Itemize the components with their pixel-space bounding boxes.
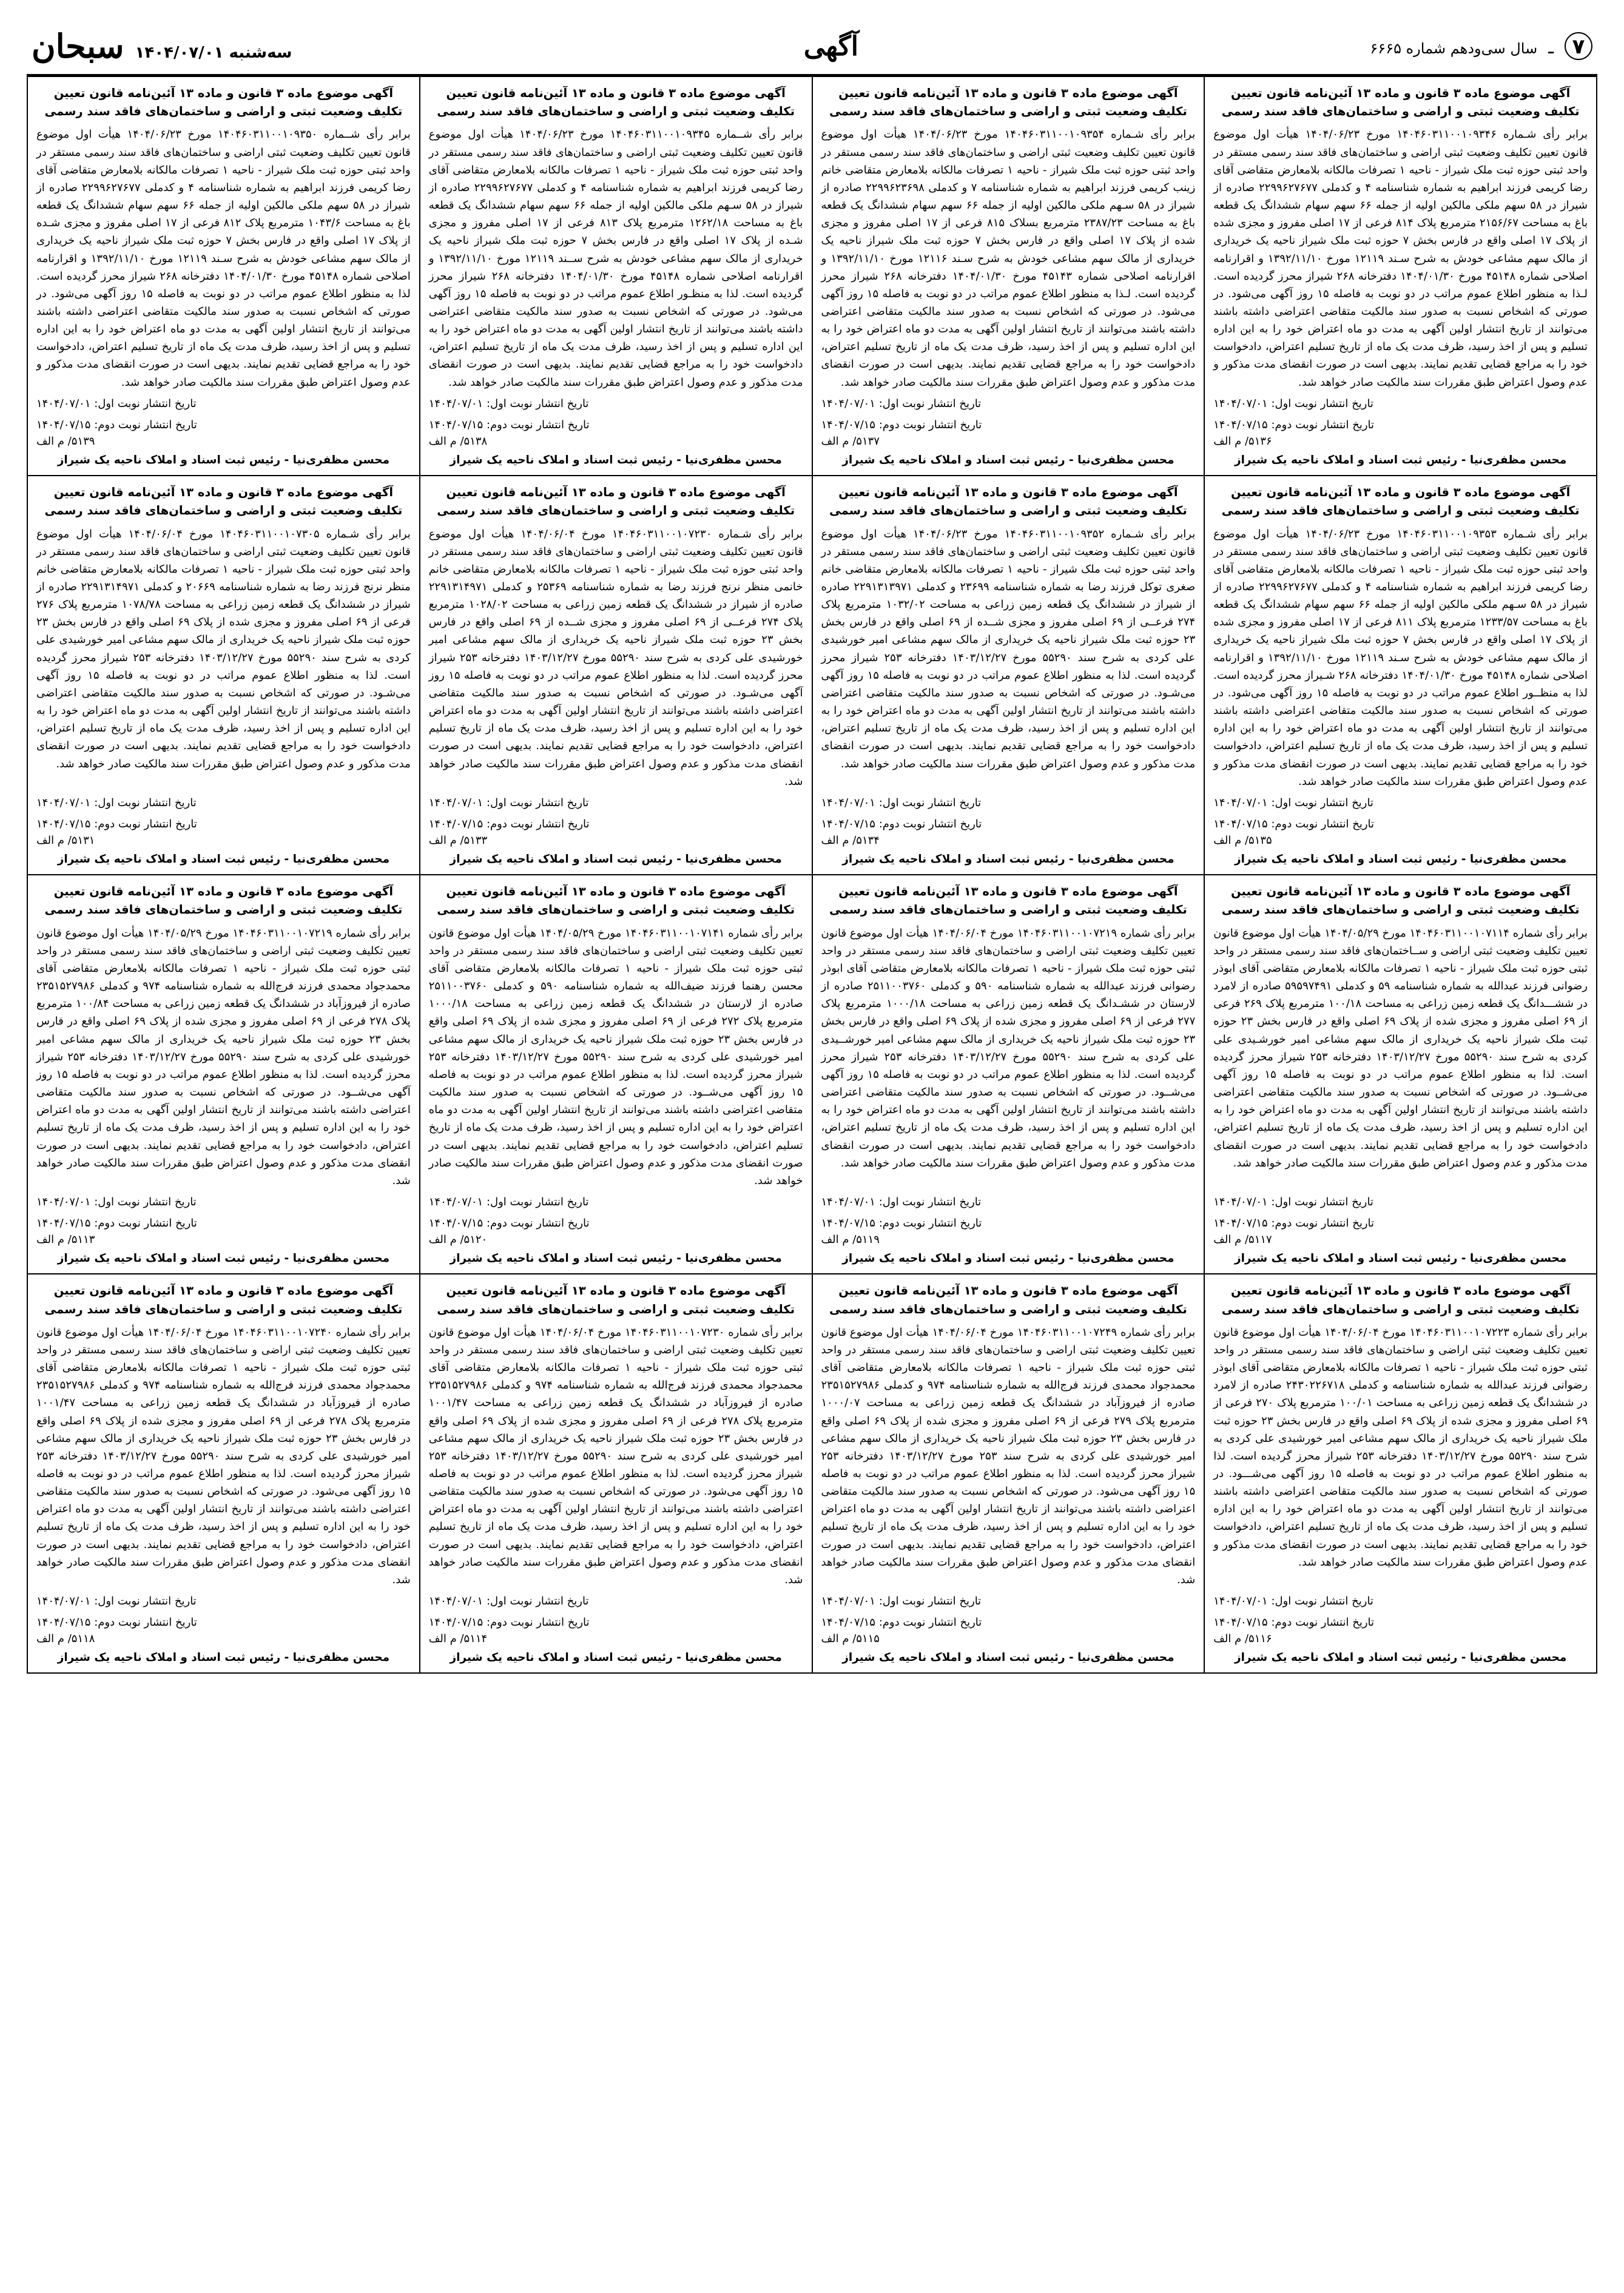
notice-signature: محسن مظفری‌نیا - رئیس ثبت اسناد و املاک ناحیه یک شیراز xyxy=(1234,454,1567,467)
notice-cell xyxy=(1204,875,1596,1274)
notice-cell xyxy=(419,77,812,476)
masthead-right xyxy=(32,27,292,66)
notice-date-second: تاریخ انتشار نوبت دوم: ۱۴۰۴/۰۷/۱۵ xyxy=(1213,418,1375,431)
notice-date-second: تاریخ انتشار نوبت دوم: ۱۴۰۴/۰۷/۱۵ xyxy=(428,418,590,431)
notice-signature: محسن مظفری‌نیا - رئیس ثبت اسناد و املاک ناحیه یک شیراز xyxy=(1234,1252,1567,1265)
notice-date-second: تاریخ انتشار نوبت دوم: ۱۴۰۴/۰۷/۱۵ xyxy=(821,1217,982,1230)
masthead-dash: ـ xyxy=(1548,37,1554,58)
notice-title: آگهی موضوع ماده ۳ قانون و ماده ۱۳ آئین‌نامه قانون تعیین تکلیف وضعیت ثبتی و اراضی و ساختمان‌های فاقد سند رسمی xyxy=(437,884,795,917)
notice-date-second: تاریخ انتشار نوبت دوم: ۱۴۰۴/۰۷/۱۵ xyxy=(428,818,590,831)
notice-date-first: تاریخ انتشار نوبت اول: ۱۴۰۴/۰۷/۰۱ xyxy=(428,796,589,809)
notice-code: ۵۱۱۸/ م الف xyxy=(36,1632,95,1646)
masthead xyxy=(27,23,1597,73)
notice-body: برابر رأی شماره ۱۴۰۴۶۰۳۱۱۰۰۱۰۷۲۳۰ مورخ ۱۴۰۴/۰۶/۰۴ هیأت اول موضوع قانون تعیین تکلیف وضعیت ثبتی اراضی و ساختمان‌های فاقد سند رسمی مستقر در واحد ثبتی حوزه ثبت ملک شیراز - ناحیه ۱ تصرفات مالکانه بلامعارض متقاضی آقای محمدجواد محمدی فرزند فرج‌الله به شماره شناسنامه ۹۷۴ و کدملی ۲۳۵۱۵۲۷۹۸۶ صادره از فیروزآباد در ششدانگ یک قطعه زمین زراعی به مساحت ۱۰۰۱/۴۷ مترمربع پلاک ۲۷۸ فرعی از ۶۹ اصلی مفروز و مجزی شده از پلاک ۶۹ اصلی واقع در فارس بخش ۲۳ حوزه ثبت ملک شیراز ناحیه یک خریداری از مالک سهم مشاعی امیر خورشیدی علی کردی به شرح سند ۵۵۲۹۰ مورخ ۱۴۰۳/۱۲/۲۷ دفترخانه ۲۵۳ شیراز محرز گردیده است. لذا به منظور اطلاع عموم مراتب در دو نوبت به فاصله ۱۵ روز آگهی می‌شود. در صورتی که اشخاص نسبت به صدور سند مالکیت متقاضی اعتراضی داشته باشند می‌توانند از تاریخ انتشار اولین آگهی به مدت دو ماه اعتراض خود را به این اداره تسلیم و پس از اخذ رسید، ظرف مدت یک ماه از تاریخ تسلیم اعتراض، دادخواست خود را به مراجع قضایی تقدیم نمایند. بدیهی است در صورت انقضای مدت مذکور و عدم وصول اعتراض طبق مقررات سند مالکیت صادر خواهد شد. xyxy=(428,1325,803,1586)
notice-signature: محسن مظفری‌نیا - رئیس ثبت اسناد و املاک ناحیه یک شیراز xyxy=(57,454,390,467)
section-logo: آگهی xyxy=(803,30,858,62)
notice-date-second: تاریخ انتشار نوبت دوم: ۱۴۰۴/۰۷/۱۵ xyxy=(1213,1217,1375,1230)
notice-body: برابر رأی شماره ۱۴۰۴۶۰۳۱۱۰۰۱۰۷۲۴۹ مورخ ۱۴۰۴/۰۶/۰۴ هیأت اول موضوع قانون تعیین تکلیف وضعیت ثبتی اراضی و ساختمان‌های فاقد سند رسمی مستقر در واحد ثبتی حوزه ثبت ملک شیراز - ناحیه ۱ تصرفات مالکانه بلامعارض متقاضی آقای محمدجواد محمدی فرزند فرج‌الله به شماره شناسنامه ۹۷۴ و کدملی ۲۳۵۱۵۲۷۹۸۶ صادره از فیروزآباد در ششدانگ یک قطعه زمین زراعی به مساحت ۱۰۰۰/۰۷ مترمربع پلاک ۲۷۹ فرعی از ۶۹ اصلی مفروز و مجزی شده از پلاک ۶۹ اصلی واقع در فارس بخش ۲۳ حوزه ثبت ملک شیراز ناحیه یک خریداری از مالک سهم مشاعی امیر خورشیدی علی کردی به شرح سند ۲۵۳ مورخ ۱۴۰۳/۱۲/۲۷ دفترخانه ۲۵۳ شیراز محرز گردیده است. لذا به منظور اطلاع عموم مراتب در دو نوبت به فاصله ۱۵ روز آگهی می‌شود. در صورتی که اشخاص نسبت به صدور سند مالکیت متقاضی اعتراضی داشته باشند می‌توانند از تاریخ انتشار اولین آگهی به مدت دو ماه اعتراض خود را به این اداره تسلیم و پس از اخذ رسید، ظرف مدت یک ماه از تاریخ تسلیم اعتراض، دادخواست خود را به مراجع قضایی تقدیم نمایند. بدیهی است در صورت انقضای مدت مذکور و عدم وصول اعتراض طبق مقررات سند مالکیت صادر خواهد شد. xyxy=(821,1325,1196,1586)
notice-date-second: تاریخ انتشار نوبت دوم: ۱۴۰۴/۰۷/۱۵ xyxy=(36,1217,197,1230)
notice-date-first: تاریخ انتشار نوبت اول: ۱۴۰۴/۰۷/۰۱ xyxy=(1213,1595,1373,1608)
notice-cell xyxy=(419,1274,812,1674)
notice-cell xyxy=(1204,476,1596,875)
notice-cell xyxy=(812,77,1204,476)
notice-code: ۵۱۳۵/ م الف xyxy=(1213,834,1272,847)
notice-code: ۵۱۳۶/ م الف xyxy=(1213,435,1272,448)
notice-body: برابر رأی شماره ۱۴۰۴۶۰۳۱۱۰۰۱۰۷۲۴۰ مورخ ۱۴۰۴/۰۶/۰۴ هیأت اول موضوع قانون تعیین تکلیف وضعیت ثبتی اراضی و ساختمان‌های فاقد سند رسمی مستقر در واحد ثبتی حوزه ثبت ملک شیراز - ناحیه ۱ تصرفات مالکانه بلامعارض متقاضی آقای محمدجواد محمدی فرزند فرج‌الله به شماره شناسنامه ۹۷۴ و کدملی ۲۳۵۱۵۲۷۹۸۶ صادره از فیروزآباد در ششدانگ یک قطعه زمین زراعی به مساحت ۱۰۰۱/۴۷ مترمربع پلاک ۲۷۸ فرعی از ۶۹ اصلی مفروز و مجزی شده از پلاک ۶۹ اصلی واقع در فارس بخش ۲۳ حوزه ثبت ملک شیراز ناحیه یک خریداری از مالک سهم مشاعی امیر خورشیدی علی کردی به شرح سند ۵۵۲۹۰ مورخ ۱۴۰۳/۱۲/۲۷ دفترخانه ۲۵۳ شیراز محرز گردیده است. لذا به منظور اطلاع عموم مراتب در دو نوبت به فاصله ۱۵ روز آگهی می‌شود. در صورتی که اشخاص نسبت به صدور سند مالکیت متقاضی اعتراضی داشته باشند می‌توانند از تاریخ انتشار اولین آگهی به مدت دو ماه اعتراض خود را به این اداره تسلیم و پس از اخذ رسید، ظرف مدت یک ماه از تاریخ تسلیم اعتراض، دادخواست خود را به مراجع قضایی تقدیم نمایند. بدیهی است در صورت انقضای مدت مذکور و عدم وصول اعتراض طبق مقررات سند مالکیت صادر خواهد شد. xyxy=(36,1325,411,1586)
notice-title: آگهی موضوع ماده ۳ قانون و ماده ۱۳ آئین‌نامه قانون تعیین تکلیف وضعیت ثبتی و اراضی و ساختمان‌های فاقد سند رسمی xyxy=(1221,485,1580,518)
notice-body: برابر رأی شماره ۱۴۰۴۶۰۳۱۱۰۰۱۰۷۱۴۱ مورخ ۱۴۰۴/۰۵/۲۹ هیأت اول موضوع قانون تعیین تکلیف وضعیت ثبتی اراضی و ساختمان‌های فاقد سند رسمی مستقر در واحد ثبتی حوزه ثبت ملک شیراز - ناحیه ۱ تصرفات مالکانه بلامعارض متقاضی آقای محسن رهنما فرزند ضیف‌الله به شماره شناسنامه ۵۹۰ و کدملی ۲۵۱۱۰۰۳۷۶۰ صادره از لارستان در ششدانگ یک قطعه زمین زراعی به مساحت ۱۰۰۰/۱۸ مترمربع پلاک ۲۷۲ فرعی از ۶۹ اصلی مفروز و مجزی شده از پلاک ۶۹ اصلی واقع در فارس بخش ۲۳ حوزه ثبت ملک شیراز ناحیه یک خریداری از مالک سهم مشاعی امیر خورشیدی علی کردی به شرح سند ۵۵۲۹۰ مورخ ۱۴۰۳/۱۲/۲۷ دفترخانه ۲۵۳ شیراز محرز گردیده است. لذا به منظور اطلاع عموم مراتب در دو نوبت به فاصله ۱۵ روز آگهی می‌شــود. در صورتی که اشخاص نسبت به صدور سند مالکیت متقاضی اعتراضی داشته باشند می‌توانند از تاریخ انتشار اولین آگهی به مدت دو ماه اعتراض خود را به این اداره تسلیم و پس از اخذ رسید، ظرف مدت یک ماه از تاریخ تسلیم اعتراض، دادخواست خود را به مراجع قضایی تقدیم نمایند. بدیهی است در صورت انقضای مدت مذکور و عدم وصول اعتراض طبق مقررات سند مالکیت صادر خواهد شد. xyxy=(428,926,803,1187)
notice-signature: محسن مظفری‌نیا - رئیس ثبت اسناد و املاک ناحیه یک شیراز xyxy=(450,454,782,467)
notice-signature: محسن مظفری‌نیا - رئیس ثبت اسناد و املاک ناحیه یک شیراز xyxy=(450,853,782,866)
notice-code: ۵۱۱۴/ م الف xyxy=(428,1632,488,1646)
notice-body: برابر رأی شـماره ۱۴۰۴۶۰۳۱۱۰۰۱۰۹۳۵۴ مورخ ۱۴۰۴/۰۶/۲۳ هیأت اول موضوع قانون تعیین تکلیف وضعیت ثبتی اراضی و ساختمان‌های فاقد سند رسمی مستقر در واحد ثبتی حوزه ثبت ملک شیراز - ناحیه ۱ تصرفات مالکانه بلامعارض متقاضی خانم زینب کریمی فرزند ابراهیم به شماره شناسنامه ۷ و کدملی ۲۲۹۹۶۲۳۶۹۸ صادره از شیراز در ۵۸ سـهم ملکی مالکین اولیه از جمله ۶۶ سهم سهام ششدانگ یک قطعه باغ به مساحت ۲۳۸۷/۲۳ مترمربع بسلاک ۸۱۵ فرعی از ۱۷ اصلی مفروز و مجزی شده از پلاک ۱۷ اصلی واقع در فارس بخش ۷ حوزه ثبت ملک شیراز ناحیه یک خریداری از مالک سهم مشاعی خودش به شرح سـند ۱۲۱۱۶ مورخ ۱۳۹۲/۱۱/۱۰ و اقرارنامه اصلاحی شماره ۴۵۱۴۳ مورخ ۱۴۰۴/۰۱/۳۰ دفترخانه ۲۶۸ شیراز محرز گردیده است. لـذا به منظور اطلاع عموم مراتب در دو نوبت به فاصله ۱۵ روز آگهی می‌شود. در صورتی که اشخاص نسبت به صدور سند مالکیت متقاضی اعتراضی داشته باشند می‌توانند از تاریخ انتشار اولین آگهی به مدت دو ماه اعتراض خود را به این اداره تسلیم و پس از اخذ رسید، ظرف مدت یک ماه از تاریخ تسلیم اعتراض، دادخواست خود را به مراجع قضایی تقدیم نمایند. بدیهی است در صورت انقضای مدت مذکور و عدم وصول اعتراض طبق مقررات سند مالکیت صادر خواهد شد. xyxy=(821,128,1196,389)
notice-signature: محسن مظفری‌نیا - رئیس ثبت اسناد و املاک ناحیه یک شیراز xyxy=(57,1651,390,1665)
notice-code: ۵۱۱۷/ م الف xyxy=(1213,1233,1272,1247)
notice-date-second: تاریخ انتشار نوبت دوم: ۱۴۰۴/۰۷/۱۵ xyxy=(36,1616,197,1629)
notice-date-first: تاریخ انتشار نوبت اول: ۱۴۰۴/۰۷/۰۱ xyxy=(821,796,982,809)
notice-title: آگهی موضوع ماده ۳ قانون و ماده ۱۳ آئین‌نامه قانون تعیین تکلیف وضعیت ثبتی و اراضی و ساختمان‌های فاقد سند رسمی xyxy=(829,86,1187,119)
notice-date-first: تاریخ انتشار نوبت اول: ۱۴۰۴/۰۷/۰۱ xyxy=(36,796,197,809)
notice-code: ۵۱۱۶/ م الف xyxy=(1213,1632,1272,1646)
notice-date-first: تاریخ انتشار نوبت اول: ۱۴۰۴/۰۷/۰۱ xyxy=(36,397,197,410)
notice-date-second: تاریخ انتشار نوبت دوم: ۱۴۰۴/۰۷/۱۵ xyxy=(428,1616,590,1629)
notice-code: ۵۱۳۴/ م الف xyxy=(821,834,880,847)
notice-signature: محسن مظفری‌نیا - رئیس ثبت اسناد و املاک ناحیه یک شیراز xyxy=(57,853,390,866)
notice-cell xyxy=(812,476,1204,875)
notice-date-second: تاریخ انتشار نوبت دوم: ۱۴۰۴/۰۷/۱۵ xyxy=(36,818,197,831)
issue-info: سال سی‌ودهم شماره ۶۶۶۵ xyxy=(1370,40,1538,57)
notice-body: برابر رأی شماره ۱۴۰۴۶۰۳۱۱۰۰۱۰۷۲۱۹ مورخ ۱۴۰۴/۰۵/۲۹ هیأت اول موضوع قانون تعیین تکلیف وضعیت ثبتی اراضی و ساختمان‌های فاقد سند رسمی مستقر در واحد ثبتی حوزه ثبت ملک شیراز - ناحیه ۱ تصرفات مالکانه بلامعارض متقاضی آقای محمدجواد محمدی فرزند فرج‌الله به شماره شناسنامه ۹۷۴ و کدملی ۲۳۵۱۵۲۷۹۸۶ صادره از فیروزآباد در ششدانگ یک قطعه زمین زراعی به مساحت ۱۰۰/۸۴ مترمربع پلاک ۲۷۸ فرعی از ۶۹ اصلی مفروز و مجزی شده از پلاک ۶۹ اصلی واقع در فارس بخش ۲۳ حوزه ثبت ملک شیراز ناحیه یک خریداری از مالک سهم مشاعی امیر خورشیدی علی کردی به شرح سند ۵۵۲۹۰ مورخ ۱۴۰۳/۱۲/۲۷ دفترخانه ۲۵۳ شیراز محرز گردیده است. لذا به منظور اطلاع عموم مراتب در دو نوبت به فاصله ۱۵ روز آگهی می‌شــود. در صورتی که اشخاص نسبت به صدور سند مالکیت متقاضی اعتراضی داشته باشند می‌توانند از تاریخ انتشار اولین آگهی به مدت دو ماه اعتراض خود را به این اداره تسلیم و پس از اخذ رسید، ظرف مدت یک ماه از تاریخ تسلیم اعتراض، دادخواست خود را به مراجع قضایی تقدیم نمایند. بدیهی است در صورت انقضای مدت مذکور و عدم وصول اعتراض طبق مقررات سند مالکیت صادر خواهد شد. xyxy=(36,926,411,1187)
notice-signature: محسن مظفری‌نیا - رئیس ثبت اسناد و املاک ناحیه یک شیراز xyxy=(450,1651,782,1665)
notice-date-first: تاریخ انتشار نوبت اول: ۱۴۰۴/۰۷/۰۱ xyxy=(36,1195,197,1208)
notice-date-second: تاریخ انتشار نوبت دوم: ۱۴۰۴/۰۷/۱۵ xyxy=(821,1616,982,1629)
notice-date-first: تاریخ انتشار نوبت اول: ۱۴۰۴/۰۷/۰۱ xyxy=(1213,397,1373,410)
notice-body: برابر رأی شماره ۱۴۰۴۶۰۳۱۱۰۰۱۰۷۲۱۹ مورخ ۱۴۰۴/۰۶/۰۴ هیأت اول موضوع قانون تعیین تکلیف وضعیت ثبتی اراضی و ساختمان‌های فاقد سند رسمی مستقر در واحد ثبتی حوزه ثبت ملک شیراز - ناحیه ۱ تصرفات مالکانه بلامعارض متقاضی آقای ابوذر رضوانی فرزند عبدالله به شماره شناسنامه ۵۹۰ و کدملی ۲۵۱۱۰۰۳۷۶۰ صادره از لارستان در ششـدانگ یک قطعه زمین زراعی به مساحت ۱۰۰۰/۱۸ مترمربع پلاک ۲۷۷ فرعی از ۶۹ اصلی مفروز و مجزی شده از پلاک ۶۹ اصلی واقع در فارس بخش ۲۳ حوزه ثبت ملک شیراز ناحیه یک خریداری از مالک سهم مشاعی امیر خورشــیدی علی کردی به شرح سند ۵۵۲۹۰ مورخ ۱۴۰۳/۱۲/۲۷ دفترخانه ۲۵۳ شیراز محرز گردیده است. لذا به منظور اطلاع عموم مراتب در دو نوبت به فاصله ۱۵ روز آگهی می‌شــود. در صورتی که اشخاص نسبت به صدور سند مالکیت متقاضی اعتراضی داشته باشند می‌توانند از تاریخ انتشار اولین آگهی به مدت دو ماه اعتراض خود را به این اداره تسلیم و پس از اخذ رسید، ظرف مدت یک ماه از تاریخ تسلیم اعتراض، دادخواست خود را به مراجع قضایی تقدیم نمایند. بدیهی است در صورت انقضای مدت مذکور و عدم وصول اعتراض طبق مقررات سند مالکیت صادر خواهد شد. xyxy=(821,926,1196,1170)
notice-date-second: تاریخ انتشار نوبت دوم: ۱۴۰۴/۰۷/۱۵ xyxy=(36,418,197,431)
notice-body: برابر رأی شـماره ۱۴۰۴۶۰۳۱۱۰۰۱۰۷۳۰۵ مورخ ۱۴۰۴/۰۶/۰۴ هیأت اول موضوع قانون تعیین تکلیف وضعیت ثبتی اراضی و ساختمان‌های فاقد سند رسمی مستقر در واحد ثبتی حوزه ثبت ملک شیراز - ناحیه ۱ تصرفات مالکانه بلامعارض متقاضی خانم منظر نرنج فرزند رضا به شماره شناسنامه ۲۰۶۶۹ و کدملی ۲۲۹۱۳۱۴۹۷۱ صادره از شیراز در ششدانگ یک قطعه زمین زراعی به مساحت ۱۰۷۸/۷۸ مترمربع پلاک ۲۷۶ فرعی از ۶۹ اصلی مفروز و مجزی شده از پلاک ۶۹ اصلی واقع در فارس بخش ۲۳ حوزه ثبت ملک شیراز ناحیه یک خریداری از مالک سهم مشاعی امیر خورشیدی علی کردی به شرح سند ۵۵۲۹۰ مورخ ۱۴۰۳/۱۲/۲۷ دفترخانه ۲۵۳ شیراز محرز گردیده است. لذا به منظور اطلاع عموم مراتب در دو نوبت به فاصله ۱۵ روز آگهی می‌شـود. در صورتی که اشخاص نسبت به صدور سند مالکیت متقاضی اعتراضی داشته باشند می‌توانند از تاریخ انتشار اولین آگهی به مدت دو ماه اعتراض خود را به این اداره تسلیم و پس از اخذ رسید، ظرف مدت یک ماه از تاریخ تسلیم اعتراض، دادخواست خود را به مراجع قضایی تقدیم نمایند. بدیهی است در صورت انقضای مدت مذکور و عدم وصول اعتراض طبق مقررات سند مالکیت صادر خواهد شد. xyxy=(36,527,411,770)
notice-title: آگهی موضوع ماده ۳ قانون و ماده ۱۳ آئین‌نامه قانون تعیین تکلیف وضعیت ثبتی و اراضی و ساختمان‌های فاقد سند رسمی xyxy=(44,884,403,917)
notice-cell xyxy=(1204,77,1596,476)
notice-date-first: تاریخ انتشار نوبت اول: ۱۴۰۴/۰۷/۰۱ xyxy=(1213,1195,1373,1208)
notice-code: ۵۱۱۹/ م الف xyxy=(821,1233,880,1247)
notice-body: برابر رأی شـماره ۱۴۰۴۶۰۳۱۱۰۰۱۰۹۳۵۳ مورخ ۱۴۰۴/۰۶/۲۳ هیأت اول موضوع قانون تعیین تکلیف وضعیت ثبتی اراضی و ساختمان‌های فاقد سند رسمی مستقر در واحد ثبتی حوزه ثبت ملک شیراز - ناحیه ۱ تصرفات مالکانه بلامعارض متقاضی آقای رضا کریمی فرزند ابراهیم به شماره شناسنامه ۴ و کدملی ۲۲۹۹۶۲۷۶۷۷ صادره از شیراز در ۵۸ سـهم ملکی مالکین اولیه از جمله ۶۶ سهم سهام ششدانگ یک قطعه باغ به مساحت ۱۲۳۳/۵۷ مترمربع پلاک ۸۱۱ فرعی از ۱۷ اصلی مفروز و مجزی شده از پلاک ۱۷ اصلی واقع در فارس بخش ۷ حوزه ثبت ملک شیراز ناحیه یک خریداری از مالک سهم مشاعی خودش به شرح سـند ۱۲۱۱۹ مورخ ۱۳۹۲/۱۱/۱۰ و اقرارنامه اصلاحی شماره ۴۵۱۴۸ مورخ ۱۴۰۴/۰۱/۳۰ دفترخانه ۲۶۸ شـیراز محرز گردیده است. لذا به منظــور اطلاع عموم مراتب در دو نوبت به فاصله ۱۵ روز آگهی می‌شود. در صورتی که اشخاص نسبت به صدور سند مالکیت متقاضی اعتراضی داشته باشند می‌توانند از تاریخ انتشار اولین آگهی به مدت دو ماه اعتراض خود را به این اداره تسلیم و پس از اخذ رسید، ظرف مدت یک ماه از تاریخ تسلیم اعتراض، دادخواست خود را به مراجع قضایی تقدیم نمایند. بدیهی است در صورت انقضای مدت مذکور و عدم وصول اعتراض طبق مقررات سند مالکیت صادر خواهد شد. xyxy=(1213,527,1588,788)
notice-title: آگهی موضوع ماده ۳ قانون و ماده ۱۳ آئین‌نامه قانون تعیین تکلیف وضعیت ثبتی و اراضی و ساختمان‌های فاقد سند رسمی xyxy=(829,485,1187,518)
notice-code: ۵۱۱۳/ م الف xyxy=(36,1233,95,1247)
notice-code: ۵۱۳۳/ م الف xyxy=(428,834,488,847)
notice-date-second: تاریخ انتشار نوبت دوم: ۱۴۰۴/۰۷/۱۵ xyxy=(821,818,982,831)
notice-code: ۵۱۳۷/ م الف xyxy=(821,435,880,448)
notice-code: ۵۱۳۱/ م الف xyxy=(36,834,95,847)
notice-cell xyxy=(419,875,812,1274)
page-number: ۷ xyxy=(1565,32,1592,60)
notice-body: برابر رأی شــماره ۱۴۰۴۶۰۳۱۱۰۰۱۰۹۳۴۵ مورخ ۱۴۰۴/۰۶/۲۳ هیأت اول موضوع قانون تعیین تکلیف وضعیت ثبتی اراضی و ساختمان‌های فاقد سند رسمی مستقر در واحد ثبتی حوزه ثبت ملک شیراز - ناحیه ۱ تصرفات مالکانه بلامعارض متقاضی آقای رضا کریمی فرزند ابراهیم به شماره شناسنامه ۴ و کدملی ۲۲۹۹۶۲۷۶۷۷ صادره از شیراز در ۵۸ سـهم ملکی مالکین اولیه از جمله ۶۶ سهم سهام ششدانگ یک قطعه باغ به مساحت ۱۲۶۲/۱۸ مترمربع پلاک ۸۱۳ فرعی از ۱۷ اصلی مفروز و مجزی شـده از پلاک ۱۷ اصلی واقع در فارس بخش ۷ حوزه ثبت ملک شیراز ناحیه یک خریداری از مالک سهم مشاعی خودش به شرح ســند ۱۲۱۱۹ مورخ ۱۳۹۲/۱۱/۱۰ و اقرارنامه اصلاحی شماره ۴۵۱۴۸ مورخ ۱۴۰۴/۰۱/۳۰ دفترخانه ۲۶۸ شیراز محرز گردیده است. لذا به منظـور اطلاع عموم مراتب در دو نوبت به فاصله ۱۵ روز آگهی می‌شود. در صورتی که اشخاص نسبت به صدور سند مالکیت متقاضی اعتراضی داشته باشند می‌توانند از تاریخ انتشار اولین آگهی به مدت دو ماه اعتراض خود را به این اداره تسلیم و پس از اخذ رسید، ظرف مدت یک ماه از تاریخ تسلیم اعتراض، دادخواست خود را به مراجع قضایی تقدیم نمایند. بدیهی است در صورت انقضای مدت مذکور و عدم وصول اعتراض طبق مقررات سند مالکیت صادر خواهد شد. xyxy=(428,128,803,389)
paper-name: سبحان xyxy=(32,27,124,66)
notice-signature: محسن مظفری‌نیا - رئیس ثبت اسناد و املاک ناحیه یک شیراز xyxy=(842,1252,1174,1265)
notice-title: آگهی موضوع ماده ۳ قانون و ماده ۱۳ آئین‌نامه قانون تعیین تکلیف وضعیت ثبتی و اراضی و ساختمان‌های فاقد سند رسمی xyxy=(44,86,403,119)
notice-body: برابر رأی شماره ۱۴۰۴۶۰۳۱۱۰۰۱۰۷۲۲۳ مورخ ۱۴۰۴/۰۶/۰۴ هیأت اول موضوع قانون تعیین تکلیف وضعیت ثبتی اراضی و ساختمان‌های فاقد سند رسمی مستقر در واحد ثبتی حوزه ثبت ملک شیراز - ناحیه ۱ تصرفات مالکانه بلامعارض متقاضی آقای ابوذر رضوانی فرزند عبدالله به شماره شناسنامه و کدملی ۲۴۳۰۲۲۶۷۱۸ صادره از لامرد در ششدانگ یک قطعه زمین زراعی به مساحت ۱۰۰/۰۱ مترمربع پلاک ۲۷۰ فرعی از ۶۹ اصلی مفروز و مجزی شده از پلاک ۶۹ اصلی واقع در فارس بخش ۲۳ حوزه ثبت ملک شیراز ناحیه یک خریداری از مالک سهم مشاعی امیر خورشیدی علی کردی به شرح سند ۵۵۲۹۰ مورخ ۱۴۰۳/۱۲/۲۷ دفترخانه ۲۵۳ شیراز محرز گردیده است. لذا به منظور اطلاع عموم مراتب در دو نوبت به فاصله ۱۵ روز آگهی می‌شـــود. در صورتی که اشخاص نسبت به صدور سند مالکیت متقاضی اعتراضی داشته باشند می‌توانند از تاریخ انتشار اولین آگهی به مدت دو ماه اعتراض خود را به این اداره تسلیم و پس از اخذ رسید، ظرف مدت یک ماه از تاریخ تسلیم اعتراض، دادخواست خود را به مراجع قضایی تقدیم نمایند. بدیهی است در صورت انقضای مدت مذکور و عدم وصول اعتراض طبق مقررات سند مالکیت صادر خواهد شد. xyxy=(1213,1325,1588,1569)
notice-date-second: تاریخ انتشار نوبت دوم: ۱۴۰۴/۰۷/۱۵ xyxy=(821,418,982,431)
notice-cell xyxy=(1204,1274,1596,1674)
notice-date-first: تاریخ انتشار نوبت اول: ۱۴۰۴/۰۷/۰۱ xyxy=(428,397,589,410)
notice-signature: محسن مظفری‌نیا - رئیس ثبت اسناد و املاک ناحیه یک شیراز xyxy=(57,1252,390,1265)
notice-title: آگهی موضوع ماده ۳ قانون و ماده ۱۳ آئین‌نامه قانون تعیین تکلیف وضعیت ثبتی و اراضی و ساختمان‌های فاقد سند رسمی xyxy=(437,86,795,119)
notice-code: ۵۱۱۵/ م الف xyxy=(821,1632,880,1646)
notice-body: برابر رأی شـماره ۱۴۰۴۶۰۳۱۱۰۰۱۰۹۳۵۲ مورخ ۱۴۰۴/۰۶/۲۳ هیأت اول موضوع قانون تعیین تکلیف وضعیت ثبتی اراضی و ساختمان‌های فاقد سند رسمی مستقر در واحد ثبتی حوزه ثبت ملک شیراز - ناحیه ۱ تصرفات مالکانه بلامعارض متقاضی خانم صغری توکل فرزند رضا به شماره شناسنامه ۲۳۶۹۹ و کدملی ۲۲۹۱۳۱۳۹۷۱ صادره از شیراز در ششدانگ یک قطعه زمین زراعی به مساحت ۱۰۳۲/۰۲ مترمربع پلاک ۲۷۴ فرعــی از ۶۹ اصلی مفروز و مجزی شــده از ۶۹ اصلی واقع در فارس بخش ۲۳ حوزه ثبت ملک شیراز ناحیه یک خریداری از مالک سهم مشاعی امیر خورشیدی علی کردی به شرح سند ۵۵۲۹۰ مورخ ۱۴۰۳/۱۲/۲۷ دفترخانه ۲۵۳ شیراز محرز گردیده است. لذا به منظور اطلاع عموم مراتب در دو نوبت به فاصله ۱۵ روز آگهی می‌شـود. در صورتی که اشخاص نسبت به صدور سند مالکیت متقاضی اعتراضی داشته باشند می‌توانند از تاریخ انتشار اولین آگهی به مدت دو ماه اعتراض خود را به این اداره تسلیم و پس از اخذ رسید، ظرف مدت یک ماه از تاریخ تسلیم اعتراض، دادخواست خود را به مراجع قضایی تقدیم نمایند. بدیهی است در صورت انقضای مدت مذکور و عدم وصول اعتراض طبق مقررات سند مالکیت صادر خواهد شد. xyxy=(821,527,1196,770)
notice-date-second: تاریخ انتشار نوبت دوم: ۱۴۰۴/۰۷/۱۵ xyxy=(428,1217,590,1230)
notice-title: آگهی موضوع ماده ۳ قانون و ماده ۱۳ آئین‌نامه قانون تعیین تکلیف وضعیت ثبتی و اراضی و ساختمان‌های فاقد سند رسمی xyxy=(437,1284,795,1316)
notice-date-first: تاریخ انتشار نوبت اول: ۱۴۰۴/۰۷/۰۱ xyxy=(821,1595,982,1608)
masthead-center xyxy=(804,31,858,62)
notice-body: برابر رأی شــماره ۱۴۰۴۶۰۳۱۱۰۰۱۰۹۳۵۰ مورخ ۱۴۰۴/۰۶/۲۳ هیأت اول موضوع قانون تعیین تکلیف وضعیت ثبتی اراضی و ساختمان‌های فاقد سند رسمی مستقر در واحد ثبتی حوزه ثبت ملک شیراز - ناحیه ۱ تصرفات مالکانه بلامعارض متقاضی آقای رضا کریمی فرزند ابراهیم به شماره شناسنامه ۴ و کدملی ۲۲۹۹۶۲۷۶۷۷ صادره از شیراز در ۵۸ سهم ملکی مالکین اولیه از جمله ۶۶ سهم سهام ششدانگ یک قطعه باغ به مساحت ۱۰۴۳/۶ مترمربع پلاک ۸۱۲ فرعی از ۱۷ اصلی مفروز و مجزی شـده از پلاک ۱۷ اصلی واقع در فارس بخش ۷ حوزه ثبت ملک شیراز ناحیه یک خریداری از مالک سهم مشاعی خودش به شرح سـند ۱۲۱۱۹ مورخ ۱۳۹۲/۱۱/۱۰ و اقرارنامه اصلاحی شماره ۴۵۱۴۸ مورخ ۱۴۰۴/۰۱/۳۰ دفترخانه ۲۶۸ شیراز محرز گردیده است. لذا به منظور اطلاع عموم مراتب در دو نوبت به فاصله ۱۵ روز آگهی می‌شود. در صورتی که اشخاص نسبت به صدور سند مالکیت متقاضی اعتراضی داشته باشند می‌توانند از تاریخ انتشار اولین آگهی به مدت دو ماه اعتراض خود را به این اداره تسلیم و پس از اخذ رسید، ظرف مدت یک ماه از تاریخ تسلیم اعتراض، دادخواست خود را به مراجع قضایی تقدیم نمایند. بدیهی است در صورت انقضای مدت مذکور و عدم وصول اعتراض طبق مقررات سند مالکیت صادر خواهد شد. xyxy=(36,128,411,389)
notice-cell xyxy=(27,1274,419,1674)
notice-cell xyxy=(419,476,812,875)
notices-grid xyxy=(27,76,1597,1674)
notice-cell xyxy=(27,77,419,476)
notice-date-second: تاریخ انتشار نوبت دوم: ۱۴۰۴/۰۷/۱۵ xyxy=(1213,1616,1375,1629)
notice-title: آگهی موضوع ماده ۳ قانون و ماده ۱۳ آئین‌نامه قانون تعیین تکلیف وضعیت ثبتی و اراضی و ساختمان‌های فاقد سند رسمی xyxy=(44,485,403,518)
notice-title: آگهی موضوع ماده ۳ قانون و ماده ۱۳ آئین‌نامه قانون تعیین تکلیف وضعیت ثبتی و اراضی و ساختمان‌های فاقد سند رسمی xyxy=(1221,884,1580,917)
notice-cell xyxy=(27,476,419,875)
notice-title: آگهی موضوع ماده ۳ قانون و ماده ۱۳ آئین‌نامه قانون تعیین تکلیف وضعیت ثبتی و اراضی و ساختمان‌های فاقد سند رسمی xyxy=(829,1284,1187,1316)
notice-cell xyxy=(27,875,419,1274)
notice-date-first: تاریخ انتشار نوبت اول: ۱۴۰۴/۰۷/۰۱ xyxy=(821,1195,982,1208)
masthead-left xyxy=(1370,32,1592,60)
notice-code: ۵۱۳۸/ م الف xyxy=(428,435,488,448)
notice-body: برابر رأی شـماره ۱۴۰۴۶۰۳۱۱۰۰۱۰۷۲۳۰ مورخ ۱۴۰۴/۰۶/۰۴ هیأت اول موضوع قانون تعیین تکلیف وضعیت ثبتی اراضی و ساختمان‌های فاقد سند رسمی مستقر در واحد ثبتی حوزه ثبت ملک شیراز - ناحیه ۱ تصرفات مالکانه بلامعارض متقاضی خانم خانمی منظر نرنج فرزند رضا به شماره شناسنامه ۲۵۳۶۹ و کدملی ۲۲۹۱۳۱۴۹۷۱ صادره از شیراز در ششدانگ یک قطعه زمین زراعی به مساحت ۱۰۲۸/۰۲ مترمربع پلاک ۲۷۴ فرعــی از ۶۹ اصلی مفروز و مجزی شــده از ۶۹ اصلی واقع در فارس بخش ۲۳ حوزه ثبت ملک شیراز ناحیه یک خریداری از مالک سهم مشاعی امیر خورشیدی علی کردی به شرح سند ۵۵۲۹۰ مورخ ۱۴۰۳/۱۲/۲۷ دفترخانه ۲۵۳ شیراز محرز گردیده است. لذا به منظور اطلاع عموم مراتب در دو نوبت به فاصله ۱۵ روز آگهی می‌شـود. در صورتی که اشخاص نسبت به صدور سند مالکیت متقاضی اعتراضی داشته باشند می‌توانند از تاریخ انتشار اولین آگهی به مدت دو ماه اعتراض خود را به این اداره تسلیم و پس از اخذ رسید، ظرف مدت یک ماه از تاریخ تسلیم اعتراض، دادخواست خود را به مراجع قضایی تقدیم نمایند. بدیهی است در صورت انقضای مدت مذکور و عدم وصول اعتراض طبق مقررات سند مالکیت صادر خواهد شد. xyxy=(428,527,803,788)
notice-signature: محسن مظفری‌نیا - رئیس ثبت اسناد و املاک ناحیه یک شیراز xyxy=(842,454,1174,467)
notice-date-first: تاریخ انتشار نوبت اول: ۱۴۰۴/۰۷/۰۱ xyxy=(428,1195,589,1208)
notice-date-first: تاریخ انتشار نوبت اول: ۱۴۰۴/۰۷/۰۱ xyxy=(36,1595,197,1608)
notice-signature: محسن مظفری‌نیا - رئیس ثبت اسناد و املاک ناحیه یک شیراز xyxy=(1234,1651,1567,1665)
notice-date-second: تاریخ انتشار نوبت دوم: ۱۴۰۴/۰۷/۱۵ xyxy=(1213,818,1375,831)
notice-signature: محسن مظفری‌نیا - رئیس ثبت اسناد و املاک ناحیه یک شیراز xyxy=(842,853,1174,866)
notice-signature: محسن مظفری‌نیا - رئیس ثبت اسناد و املاک ناحیه یک شیراز xyxy=(842,1651,1174,1665)
notice-cell xyxy=(812,1274,1204,1674)
publication-date: سه‌شنبه ۱۴۰۴/۰۷/۰۱ xyxy=(135,44,292,62)
notice-date-first: تاریخ انتشار نوبت اول: ۱۴۰۴/۰۷/۰۱ xyxy=(821,397,982,410)
notice-body: برابر رأی شـماره ۱۴۰۴۶۰۳۱۱۰۰۱۰۹۳۴۶ مورخ ۱۴۰۴/۰۶/۲۳ هیأت اول موضوع قانون تعیین تکلیف وضعیت ثبتی اراضی و ساختمان‌های فاقد سند رسمی مستقر در واحد ثبتی حوزه ثبت ملک شیراز - ناحیه ۱ تصرفات مالکانه بلامعارض متقاضی آقای رضا کریمی فرزند ابراهیم به شماره شناسنامه ۴ و کدملی ۲۲۹۹۶۲۷۶۷۷ صادره از شیراز در ۵۸ سهم ملکی مالکین اولیه از جمله ۶۶ سهم سهام ششدانگ یک قطعه باغ به مساحت ۲۱۵۶/۶۷ مترمربع پلاک ۸۱۴ فرعی از ۱۷ اصلی مفروز و مجزی شده از پلاک ۱۷ اصلی واقع در فارس بخش ۷ حوزه ثبت ملک شیراز ناحیه یک خریداری از مالک سهم مشاعی خودش به شرح سـند ۱۲۱۱۹ مورخ ۱۳۹۲/۱۱/۱۰ و اقرارنامه اصلاحی شماره ۴۵۱۴۸ مورخ ۱۴۰۴/۰۱/۳۰ دفترخانه ۲۶۸ شیراز محرز گردیده است. لـذا به منظور اطلاع عموم مراتب در دو نوبت به فاصله ۱۵ روز آگهی می‌شود. در صورتی که اشخاص نسبت به صدور سند مالکیت متقاضی اعتراضی داشته باشند می‌توانند از تاریخ انتشار اولین آگهی به مدت دو ماه اعتراض خود را به این اداره تسلیم و پس از اخذ رسید، ظرف مدت یک ماه از تاریخ تسلیم اعتراض، دادخواست خود را به مراجع قضایی تقدیم نمایند. بدیهی است در صورت انقضای مدت مذکور و عدم وصول اعتراض طبق مقررات سند مالکیت صادر خواهد شد. xyxy=(1213,128,1588,389)
notice-title: آگهی موضوع ماده ۳ قانون و ماده ۱۳ آئین‌نامه قانون تعیین تکلیف وضعیت ثبتی و اراضی و ساختمان‌های فاقد سند رسمی xyxy=(829,884,1187,917)
notice-cell xyxy=(812,875,1204,1274)
notice-code: ۵۱۳۹/ م الف xyxy=(36,435,95,448)
notice-code: ۵۱۲۰/ م الف xyxy=(428,1233,488,1247)
notice-body: برابر رأی شماره ۱۴۰۴۶۰۳۱۱۰۰۱۰۷۱۱۴ مورخ ۱۴۰۴/۰۵/۲۹ هیأت اول موضوع قانون تعیین تکلیف وضعیت ثبتی اراضی و ســاختمان‌های فاقد سند رسمی مستقر در واحد ثبتی حوزه ثبت ملک شیراز - ناحیه ۱ تصرفات مالکانه بلامعارض متقاضی آقای ابوذر رضوانی فرزند عبدالله به شماره شناسنامه ۵۹ و کدملی ۵۹۵۹۷۴۹۱ صادره از لامرد در ششـــدانگ یک قطعه زمین زراعی به مساحت ۱۰۰/۱۸ مترمربع پلاک ۲۶۹ فرعی از ۶۹ اصلی مفروز و مجزی شده از پلاک ۶۹ اصلی واقع در فارس بخش ۲۳ حوزه ثبت ملک شیراز ناحیه یک خریداری از مالک سهم مشاعی امیر خورشـیدی علی کردی به شرح سند ۵۵۲۹۰ مورخ ۱۴۰۳/۱۲/۲۷ دفترخانه ۲۵۳ شیراز محرز گردیده است. لذا به منظور اطلاع عموم مراتب در دو نوبت به فاصله ۱۵ روز آگهی می‌شــود. در صورتی که اشخاص نسبت به صدور سند مالکیت متقاضی اعتراضی داشته باشند می‌توانند از تاریخ انتشار اولین آگهی به مدت دو ماه اعتراض خود را به این اداره تسلیم و پس از اخذ رسید، ظرف مدت یک ماه از تاریخ تسلیم اعتراض، دادخواست خود را به مراجع قضایی تقدیم نمایند. بدیهی است در صورت انقضای مدت مذکور و عدم وصول اعتراض طبق مقررات سند مالکیت صادر خواهد شد. xyxy=(1213,926,1588,1170)
notice-title: آگهی موضوع ماده ۳ قانون و ماده ۱۳ آئین‌نامه قانون تعیین تکلیف وضعیت ثبتی و اراضی و ساختمان‌های فاقد سند رسمی xyxy=(44,1284,403,1316)
notice-signature: محسن مظفری‌نیا - رئیس ثبت اسناد و املاک ناحیه یک شیراز xyxy=(450,1252,782,1265)
notice-title: آگهی موضوع ماده ۳ قانون و ماده ۱۳ آئین‌نامه قانون تعیین تکلیف وضعیت ثبتی و اراضی و ساختمان‌های فاقد سند رسمی xyxy=(437,485,795,518)
notice-date-first: تاریخ انتشار نوبت اول: ۱۴۰۴/۰۷/۰۱ xyxy=(428,1595,589,1608)
notice-date-first: تاریخ انتشار نوبت اول: ۱۴۰۴/۰۷/۰۱ xyxy=(1213,796,1373,809)
notice-signature: محسن مظفری‌نیا - رئیس ثبت اسناد و املاک ناحیه یک شیراز xyxy=(1234,853,1567,866)
notice-title: آگهی موضوع ماده ۳ قانون و ماده ۱۳ آئین‌نامه قانون تعیین تکلیف وضعیت ثبتی و اراضی و ساختمان‌های فاقد سند رسمی xyxy=(1221,86,1580,119)
notice-title: آگهی موضوع ماده ۳ قانون و ماده ۱۳ آئین‌نامه قانون تعیین تکلیف وضعیت ثبتی و اراضی و ساختمان‌های فاقد سند رسمی xyxy=(1221,1284,1580,1316)
